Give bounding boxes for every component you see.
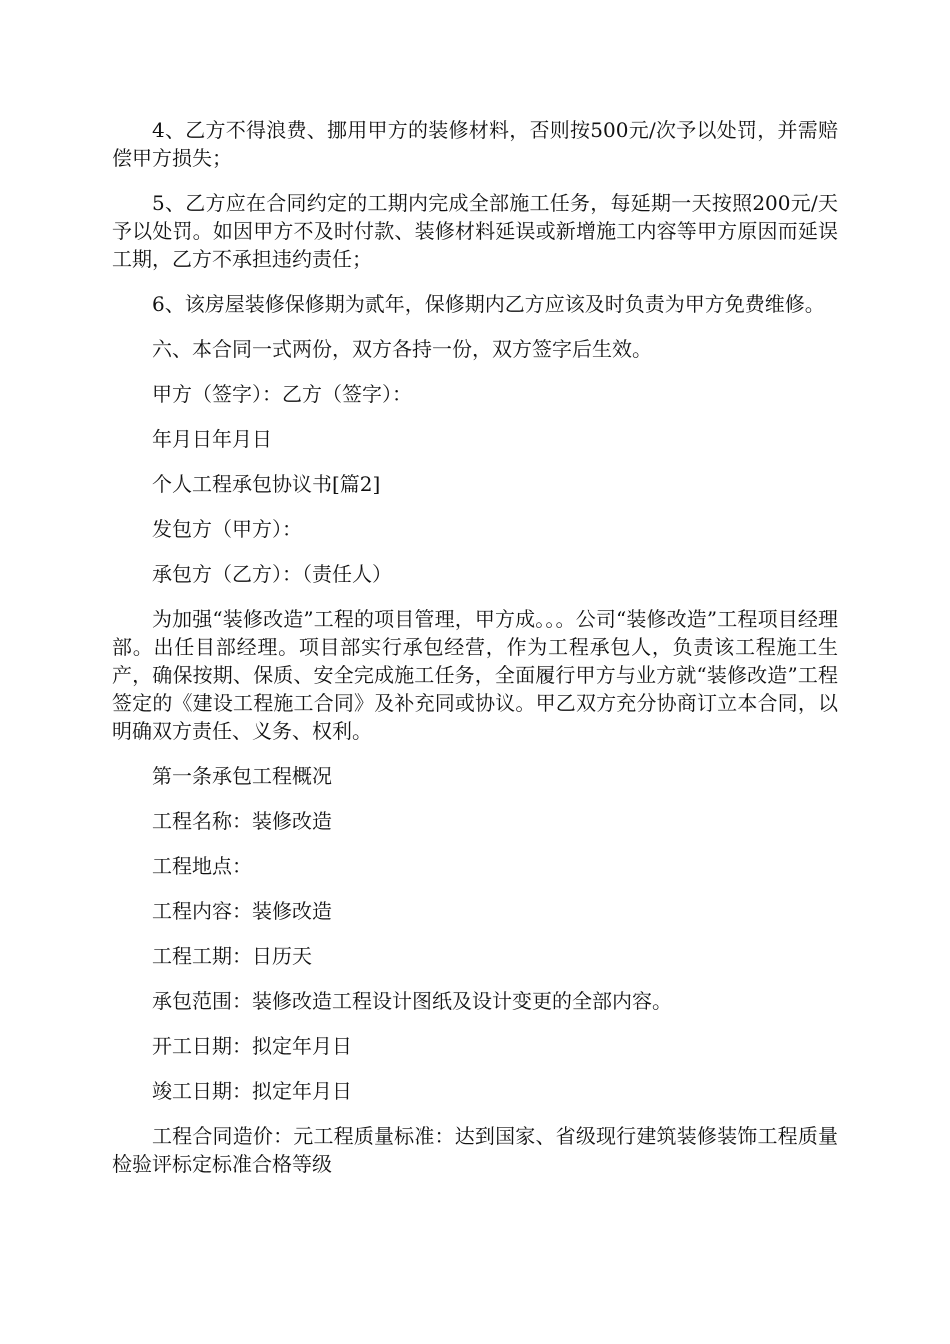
- clause-4-material-waste: 4、乙方不得浪费、挪用甲方的装修材料，否则按500元/次予以处罚，并需赔偿甲方损失；: [112, 118, 838, 170]
- project-location: 工程地点：: [152, 854, 252, 878]
- project-duration: 工程工期：日历天: [152, 944, 312, 968]
- start-date: 开工日期：拟定年月日: [152, 1034, 352, 1058]
- project-content: 工程内容：装修改造: [152, 899, 332, 923]
- clause-6-warranty: 6、该房屋装修保修期为贰年，保修期内乙方应该及时负责为甲方免费维修。: [152, 292, 825, 316]
- contract-price-quality: 工程合同造价：元工程质量标准：达到国家、省级现行建筑装修装饰工程质量检验评标定标准合格等级: [112, 1124, 838, 1176]
- date-line: 年月日年月日: [152, 427, 272, 451]
- document-body: [112, 116, 838, 1195]
- agreement-title: 个人工程承包协议书[篇2]: [152, 472, 381, 496]
- section-6-copies: 六、本合同一式两份，双方各持一份，双方签字后生效。: [152, 337, 652, 361]
- party-b-line: 承包方（乙方）：（责任人）: [152, 562, 392, 586]
- contract-scope: 承包范围：装修改造工程设计图纸及设计变更的全部内容。: [152, 989, 672, 1013]
- signature-line: 甲方（签字）：乙方（签字）：: [152, 382, 412, 406]
- preamble-paragraph: 为加强“装修改造”工程的项目管理，甲方成。。。公司“装修改造”工程项目经理部。出任目部经理。项目部实行承包经营，作为工程承包人，负责该工程施工生产，确保按期、保质、安全完成施工任务，全面履行甲方与业方就“装修改造”工程签定的《建设工程施工合同》及补充同或协议。甲乙双方充分协商订立本合同，以明确双方责任、义务、权利。: [112, 607, 838, 743]
- article-1-heading: 第一条承包工程概况: [152, 764, 332, 788]
- clause-5-construction-period: 5、乙方应在合同约定的工期内完成全部施工任务，每延期一天按照200元/天予以处罚。如因甲方不及时付款、装修材料延误或新增施工内容等甲方原因而延误工期，乙方不承担违约责任；: [112, 191, 838, 271]
- project-name: 工程名称：装修改造: [152, 809, 332, 833]
- party-a-line: 发包方（甲方）：: [152, 517, 302, 541]
- completion-date: 竣工日期：拟定年月日: [152, 1079, 352, 1103]
